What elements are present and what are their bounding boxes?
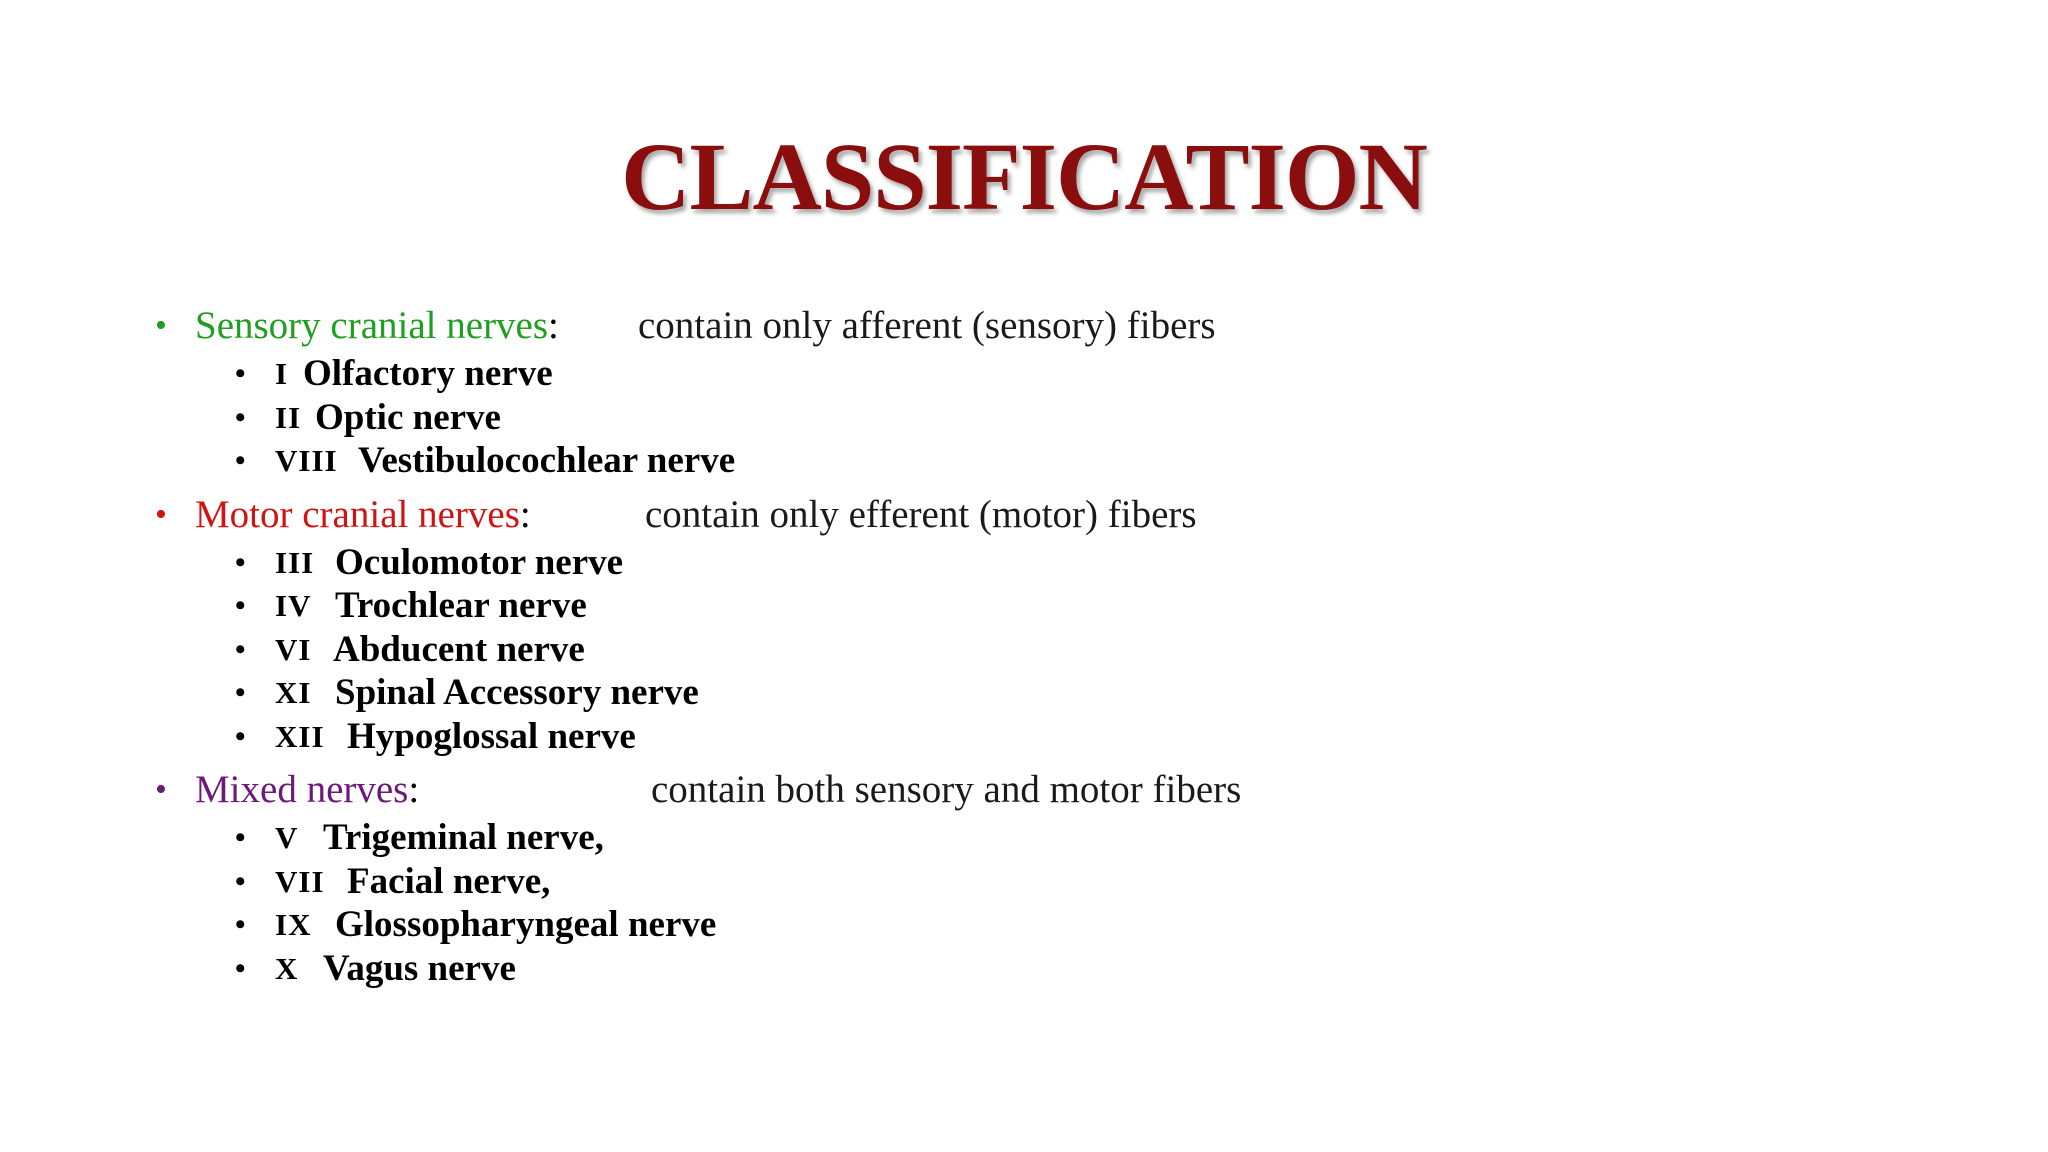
- nerve-name: Olfactory nerve: [303, 353, 553, 394]
- bullet-icon: •: [235, 400, 246, 434]
- bullet-icon: •: [235, 676, 246, 709]
- nerve-name: Abducent nerve: [333, 628, 585, 670]
- nerve-name: Vagus nerve: [323, 947, 516, 989]
- nerve-numeral: I: [275, 356, 289, 391]
- nerve-numeral: III: [275, 544, 315, 580]
- list-item: [155, 352, 1955, 396]
- list-item: [155, 860, 1955, 904]
- bullet-icon: •: [235, 951, 246, 985]
- list-item: [155, 671, 1955, 715]
- group-label: Sensory cranial nerves: [195, 304, 549, 347]
- bullet-icon: •: [235, 589, 246, 622]
- nerve-numeral: IX: [275, 907, 312, 942]
- nerve-name: Trigeminal nerve,: [323, 817, 604, 858]
- bullet-icon: •: [235, 357, 246, 390]
- bullet-icon: •: [155, 495, 167, 533]
- bullet-icon: •: [235, 545, 246, 579]
- nerve-numeral: II: [275, 399, 302, 435]
- nerve-numeral: VI: [275, 631, 312, 667]
- group-colon: :: [548, 304, 559, 347]
- list-item: [155, 541, 1955, 585]
- bullet-icon: •: [235, 821, 246, 854]
- group-label: Motor cranial nerves: [195, 492, 520, 536]
- group-description: contain only afferent (sensory) fibers: [638, 304, 1216, 347]
- bullet-icon: •: [235, 908, 246, 941]
- bullet-icon: •: [235, 864, 246, 898]
- group-description: contain only efferent (motor) fibers: [645, 492, 1197, 536]
- bullet-icon: •: [235, 719, 246, 753]
- group-mixed: [155, 764, 1955, 990]
- nerve-name: Hypoglossal nerve: [347, 715, 636, 757]
- nerve-numeral: V: [275, 820, 299, 855]
- nerve-name: Spinal Accessory nerve: [335, 672, 699, 713]
- bullet-icon: •: [155, 771, 167, 808]
- nerve-numeral: XI: [275, 675, 312, 710]
- bullet-icon: •: [155, 307, 167, 344]
- list-item: [155, 396, 1955, 440]
- list-item: [155, 439, 1955, 483]
- group-motor: [155, 489, 1955, 759]
- nerve-name: Optic nerve: [315, 396, 501, 438]
- nerve-name: Vestibulocochlear nerve: [358, 440, 736, 481]
- slide-title: CLASSIFICATION: [621, 123, 1427, 230]
- group-heading: [155, 300, 1955, 352]
- nerve-name: Facial nerve,: [347, 860, 551, 902]
- nerve-numeral: VII: [275, 863, 325, 899]
- list-item: [155, 903, 1955, 947]
- group-colon: :: [408, 768, 420, 811]
- bullet-icon: •: [235, 632, 246, 666]
- nerve-numeral: VIII: [275, 443, 338, 478]
- group-description: contain both sensory and motor fibers: [651, 768, 1242, 811]
- nerve-numeral: X: [275, 950, 299, 986]
- bullet-icon: •: [235, 444, 246, 477]
- group-sensory: [155, 300, 1955, 483]
- nerve-name: Trochlear nerve: [335, 585, 587, 626]
- list-item: [155, 584, 1955, 628]
- slide-content: [155, 300, 1955, 996]
- group-heading: [155, 489, 1955, 541]
- list-item: [155, 715, 1955, 759]
- group-colon: :: [519, 492, 531, 536]
- list-item: [155, 816, 1955, 860]
- nerve-name: Glossopharyngeal nerve: [335, 904, 717, 945]
- nerve-numeral: XII: [275, 718, 325, 754]
- list-item: [155, 628, 1955, 672]
- nerve-numeral: IV: [275, 588, 312, 623]
- list-item: [155, 947, 1955, 991]
- group-heading: [155, 764, 1955, 816]
- group-label: Mixed nerves: [195, 768, 409, 811]
- nerve-name: Oculomotor nerve: [335, 541, 624, 583]
